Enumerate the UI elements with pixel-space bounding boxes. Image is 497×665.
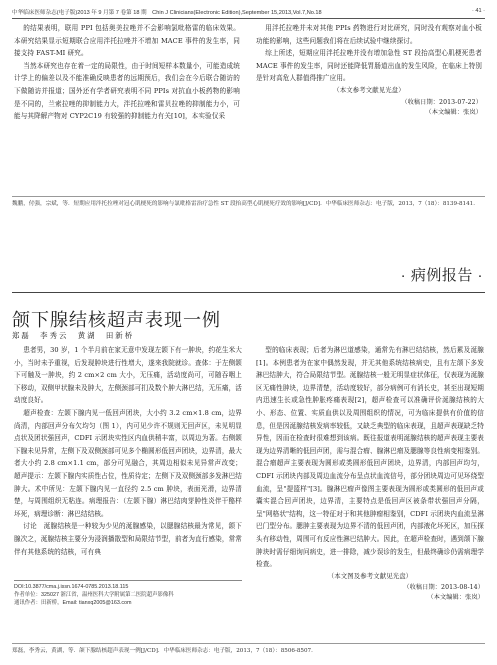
received-date: （收稿日期：2013-07-22） xyxy=(401,98,482,106)
author-list: 郑磊 李秀云 黄湖 田新桥 xyxy=(12,331,135,340)
citation-case: 郑磊，李秀云，黄湖，等．颌下腺结核超声表现一例[J/CD]．中华临床医师杂志：电子版，2013，7（18）：8506-8507． xyxy=(12,643,485,654)
article-title: 颌下腺结核超声表现一例 xyxy=(12,310,221,330)
case-right-column xyxy=(256,344,484,603)
received-date: （收稿日期：2013-08-14） xyxy=(403,584,484,592)
paragraph: 当然本研究也存在着一定的局限性，由于时间短样本数量小，可能造成统计学上的偏差以及不能准确反映患者的远期预后，我们会在今后联合随访的下做随访并报道；国外还有学者研究表明不同 PPIs 对抗血小板药物的影响是不同的，兰索拉唑的抑制能力大，泮托拉唑和雷贝拉唑的抑制能力小，可能与其降解产物对 CYP2C19 有较强的抑制能力有关[10]，本实验仅采 xyxy=(14,61,240,121)
corresponding-author: 通讯作者：田新桥，Email: tianxq2005@163.com xyxy=(14,600,132,606)
doi: DOI:10.3877/cma.j.issn.1674-0785.2013.18.115 xyxy=(14,584,129,590)
journal-info: 中华临床医师杂志(电子版)2013 年 9 月第 7 卷第 18 期 Chin J Clinicians(Electronic Edition),September 15,2013,Vol.7,No.18 xyxy=(12,10,322,16)
editor-note: （本文编辑：张岚） xyxy=(427,594,484,602)
editor-note: （本文编辑：张岚） xyxy=(425,108,482,116)
page-number: · 41 · xyxy=(471,8,485,14)
affiliation: 作者单位：325027 浙江省，温州医科大学附属第二医院超声影像科 xyxy=(14,592,174,598)
top-right-column xyxy=(256,22,482,118)
paragraph: 综上所述，短期应用泮托拉唑并没有增加急性 ST 段抬高型心肌梗死患者 MACE 事件的发生率，同时还能降低胃肠道出血的发生风险，在临床上特别是针对高危人群值得推广应用。 xyxy=(256,49,482,83)
divider xyxy=(12,292,485,293)
citation-top: 魏鹏，付强，宗斌，等．短期应用泮托拉唑对冠心肌梗死的影响与氯吡格雷治疗急性 ST 段抬高型心肌梗死疗效的影响[J/CD]．中华临床医师杂志：电子版，2013，7（18）：8139-8141． xyxy=(12,196,485,209)
paragraph: 的结果表明，联用 PPI 包括奥美拉唑并不会影响氯吡格雷的临床效果。本研究结果显示短期联合应用泮托拉唑并不增加 MACE 事件的发生率，同接支持 FAST-MI 研究。 xyxy=(14,24,240,58)
top-left-column xyxy=(14,22,240,123)
paragraph: 超声检查：左颌下腺内见一低回声团块，大小约 3.2 cm×1.8 cm，边界尚清，内部回声分布欠均匀（图 1），内可见少许不规则无回声区，未见明显点状及团状强回声，CDFI 示团块实性区内血供稍丰富，以周边为著。右侧颌下腺未见异常，左侧下及双侧颈部可见多个椭圆形低回声团块，边界清，最大者大小约 2.8 cm×1.1 cm，部分可见融合，其周边相似未见异常声改变；超声提示：左颌下腺内实质性占位，性质待定；左侧下及双侧颈部多发淋巴结肿大。术中所见：左颌下腺内见一直径约 2.5 cm 肿块，表面光滑，边界清楚，与周围组织无粘连。病理报告：（左颌下腺）淋巴结肉芽肿性炎伴干酪样坏死，病理诊断：淋巴结结核。 xyxy=(14,408,242,518)
paragraph: 讨论 涎腺结核是一种较为少见的涎腺感染，以腮腺结核最为常见，颌下腺次之，涎腺结核主要分为浸润播散型和局限结节型，前者为直行感染，常常伴有其他系统的结核，可有典 xyxy=(14,522,242,556)
article-category: · 病例报告 · xyxy=(400,267,483,284)
references-note: （本文参考文献见光盘） xyxy=(333,86,405,94)
case-left-column xyxy=(14,344,242,558)
footnote xyxy=(14,580,242,607)
running-header xyxy=(12,6,485,19)
references-note: （本文图及参考文献见光盘） xyxy=(327,572,413,580)
paragraph: 型的临床表现；后者为淋巴道感染，通常先有淋巴结结核，然后累及涎腺[1]。本例患者为在家中偶然发现，并无其他系统结核病史，且有左颌下多发淋巴结肿大，符合局限结节型。涎腺结核一般无明显症状体征，仅表现为涎腺区无痛性肿块，边界清楚，活动度较好，部分病例可有消长史，甚至出现短期内迅速生长或急性肿胀疼痛表现[2]，超声检查可以准确评价涎腺结核的大小、形态、位置、实质血供以及周围组织的情况，可为临床提供有价值的信息，但是因涎腺结核发病率较低，又缺乏典型的临床表现，且超声表现缺乏特异性，因而在检查时很难想到该病。既往报道表明涎腺结核的超声表现主要表现为边界清晰的低回声团，需与混合瘤、腺淋巴瘤及腮腺等良性病变相鉴别。混合瘤超声主要表现为圆形或类圆形低回声团块，边界清，内部回声均匀，CDFI 示团块内部及周边血流分布呈点状血流信号，部分团块周边可见环绕型血流，呈"提篮样"[3]。腺淋巴瘤声像图主要表现为圆形或类圆形的低回声或囊实混合回声团块，边界清，主要特点是低回声区被条带状强回声分隔，呈"网格状"结构，这一特征对于和其他肿瘤相鉴别，CDFI 示团块内血流呈淋巴门型分布。腮肿主要表现为边界不清的低回声团，内部液化坏死区，加压探头有移动性，周围可有反应性淋巴结肿大。因此，在超声检查时，遇到颌下腺肿块时需仔细询问病史，进一排除，减少误诊的发生，但最终确诊仍需病理学检查。 xyxy=(256,346,484,569)
paragraph: 患者男，30 岁，1 个半月前在家无意中发现左颌下有一肿块，约花生米大小，当时未予重视，后发现肿块进行性增大，遂来我院就诊。查体：于左侧颌下可触及一肿块，约 2 cm×2 cm 大小，无压痛，活动度尚可，可随吞咽上下移动，双侧甲状腺未及肿大，左侧颈部可扪及数个肿大淋巴结，无压痛，活动度良好。 xyxy=(14,346,242,405)
paragraph: 用泮托拉唑并未对其他 PPIs 药物进行对比研究，同时没有观察对血小板功能的影响，这些问题我们将在后续试验中继续探讨。 xyxy=(256,24,482,45)
